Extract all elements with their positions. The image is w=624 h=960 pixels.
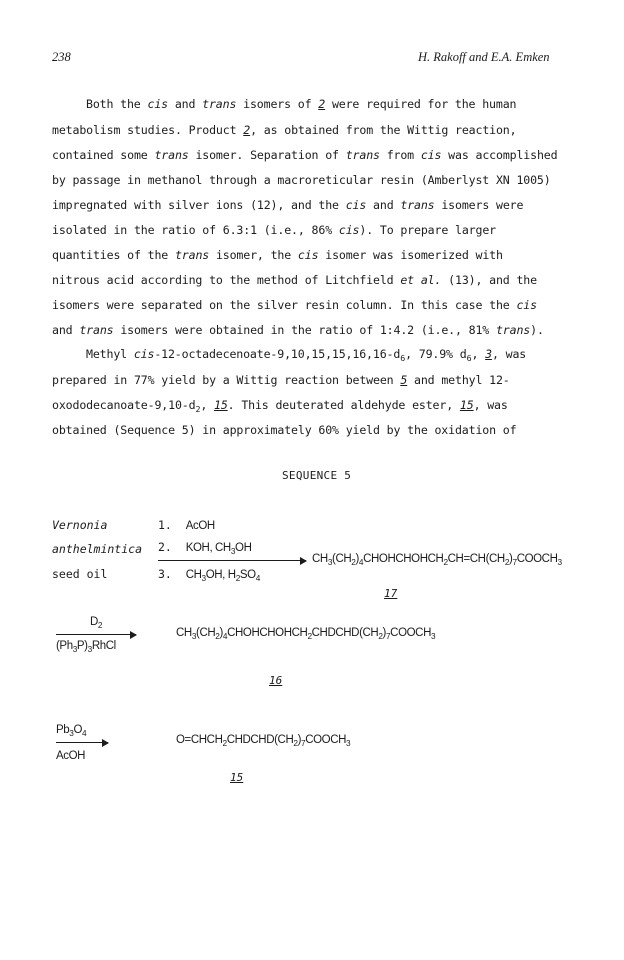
- text-line: oxododecanoate-$9,10-d_2$, 15. This deuterated aldehyde ester, 15, was: [52, 398, 508, 414]
- step3-reagent-top: $Pb_3O_4$: [56, 724, 87, 738]
- reaction-arrow-step3: [56, 742, 108, 743]
- text-line: by passage in methanol through a macroreticular resin (Amberlyst XN 1005): [52, 173, 551, 187]
- compound-label-16: 16: [269, 674, 283, 687]
- start-material-line: Vernonia: [52, 518, 108, 532]
- text-line: Methyl cis-$12-octadecenoate-9,10,15,15,16,16-d_6$, 79.9% $d_6$, 3, was: [86, 347, 527, 363]
- text-line: metabolism studies. Product 2, as obtained from the Wittig reaction,: [52, 123, 517, 137]
- reaction-arrow-step2: [56, 634, 136, 635]
- step3-reagent-bottom: AcOH: [56, 750, 86, 762]
- text-line: nitrous acid according to the method of Litchfield et al. (13), and the: [52, 273, 537, 287]
- product-16-formula: $CH_3(CH_2)_4CHOHCHOHCH_2CHDCHD(CH_2)_7COOCH_3$: [176, 627, 436, 641]
- step2-reagent-top: $D_2$: [90, 616, 103, 630]
- text-line: impregnated with silver ions (12), and the cis and trans isomers were: [52, 198, 524, 212]
- text-line: isomers were separated on the silver resin column. In this case the cis: [52, 298, 537, 312]
- text-line: quantities of the trans isomer, the cis isomer was isomerized with: [52, 248, 503, 262]
- step1-reagent-1: 1. AcOH: [158, 518, 215, 532]
- text-line: and trans isomers were obtained in the ratio of 1:4.2 (i.e., 81% trans).: [52, 323, 544, 337]
- sequence-title: SEQUENCE 5: [282, 469, 352, 482]
- compound-label-17: 17: [384, 587, 398, 600]
- text-line: obtained (Sequence 5) in approximately 60% yield by the oxidation of: [52, 423, 517, 437]
- product-15-formula: $O=CHCH_2CHDCHD(CH_2)_7COOCH_3$: [176, 734, 351, 748]
- running-header-authors: H. Rakoff and E.A. Emken: [418, 50, 550, 64]
- reaction-arrow-step1: [158, 560, 306, 561]
- compound-label-15: 15: [230, 771, 244, 784]
- product-17-formula: $CH_3(CH_2)_4CHOHCHOHCH_2CH=CH(CH_2)_7COOCH_3$: [312, 553, 562, 567]
- text-line: isolated in the ratio of 6.3:1 (i.e., 86% cis). To prepare larger: [52, 223, 496, 237]
- page-number: 238: [52, 50, 71, 64]
- step1-reagent-3: 3. $CH_3OH$, $H_2SO_4$: [158, 567, 260, 583]
- start-material-line: anthelmintica: [52, 542, 143, 556]
- text-line: prepared in 77% yield by a Wittig reaction between 5 and methyl 12-: [52, 373, 510, 387]
- step2-reagent-bottom: $(Ph_3P)_3RhCl$: [56, 640, 116, 654]
- start-material-line: seed oil: [52, 567, 108, 581]
- text-line: contained some trans isomer. Separation of trans from cis was accomplished: [52, 148, 558, 162]
- step1-reagent-2: 2. KOH, $CH_3OH$: [158, 540, 252, 556]
- text-line: Both the cis and trans isomers of 2 were required for the human: [86, 97, 517, 111]
